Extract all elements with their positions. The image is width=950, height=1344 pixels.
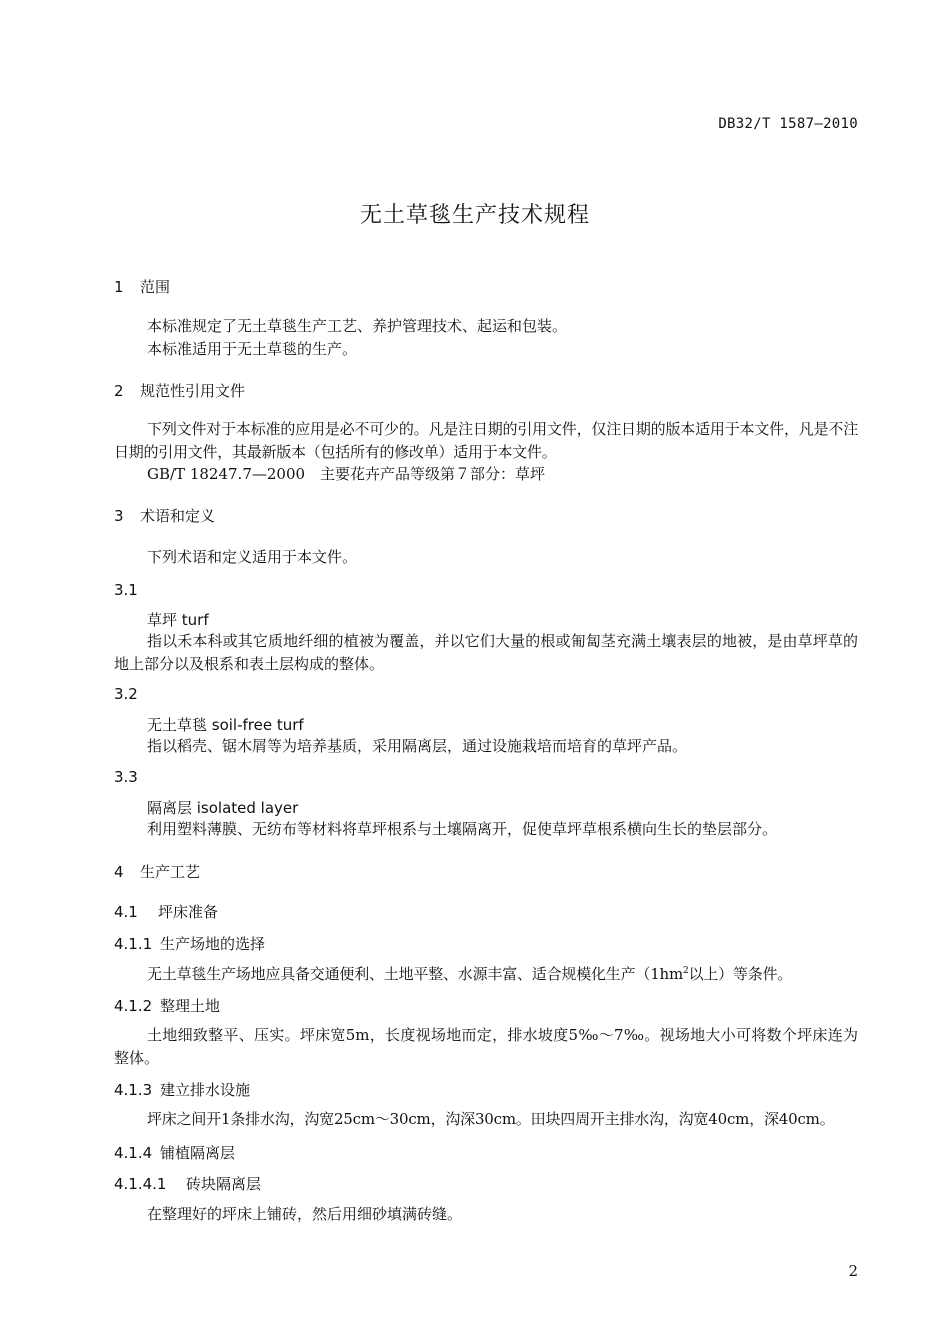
section-2-heading bbox=[114, 380, 245, 401]
term-number: 3.2 bbox=[114, 685, 138, 703]
section-4-1-2-heading bbox=[114, 995, 220, 1016]
section-number: 4.1.4 bbox=[114, 1144, 153, 1162]
term-definition: 指以稻壳、锯木屑等为培养基质，采用隔离层，通过设施栽培而培育的草坪产品。 bbox=[147, 737, 688, 755]
paragraph-text: 以上）等条件。 bbox=[688, 965, 793, 983]
term-name: 隔离层 isolated layer bbox=[147, 799, 299, 817]
section-title: 建立排水设施 bbox=[160, 1081, 251, 1099]
standard-code: DB32/T 1587—2010 bbox=[718, 116, 858, 132]
section-number: 4 bbox=[114, 863, 124, 881]
section-4-1-1-heading bbox=[114, 933, 265, 954]
section-4-1-3-heading bbox=[114, 1079, 250, 1100]
term-number: 3.3 bbox=[114, 768, 138, 786]
paragraph: 土地细致整平、压实。坪床宽5m，长度视场地而定，排水坡度5‰～7‰。视场地大小可将数个坪床连为整体。 bbox=[114, 1026, 858, 1067]
paragraph-text: 无土草毯生产场地应具备交通便利、土地平整、水源丰富、适合规模化生产（1hm bbox=[147, 965, 684, 983]
term-number: 3.1 bbox=[114, 581, 138, 599]
section-title: 铺植隔离层 bbox=[160, 1144, 236, 1162]
superscript: 2 bbox=[683, 966, 689, 976]
term-definition: 指以禾本科或其它质地纤细的植被为覆盖，并以它们大量的根或匍匐茎充满土壤表层的地被，是由草坪草的地上部分以及根系和表土层构成的整体。 bbox=[114, 632, 858, 673]
document-title: 无土草毯生产技术规程 bbox=[359, 203, 590, 228]
paragraph: 下列文件对于本标准的应用是必不可少的。凡是注日期的引用文件，仅注日期的版本适用于本文件，凡是不注日期的引用文件，其最新版本（包括所有的修改单）适用于本文件。 bbox=[114, 420, 858, 461]
section-number: 4.1.3 bbox=[114, 1081, 153, 1099]
term-definition: 利用塑料薄膜、无纺布等材料将草坪根系与土壤隔离开，促使草坪草根系横向生长的垫层部分。 bbox=[147, 820, 778, 838]
paragraph bbox=[114, 963, 858, 986]
normative-reference: GB/T 18247.7—2000 主要花卉产品等级第７部分：草坪 bbox=[147, 465, 546, 483]
section-title: 砖块隔离层 bbox=[186, 1175, 262, 1193]
section-3-heading bbox=[114, 505, 215, 526]
paragraph: 本标准规定了无土草毯生产工艺、养护管理技术、起运和包装。 bbox=[147, 317, 568, 335]
section-number: 4.1 bbox=[114, 903, 138, 921]
section-number: 4.1.2 bbox=[114, 997, 153, 1015]
section-4-heading bbox=[114, 861, 200, 882]
paragraph: 在整理好的坪床上铺砖，然后用细砂填满砖缝。 bbox=[147, 1205, 463, 1223]
section-title: 坪床准备 bbox=[158, 903, 219, 921]
section-number: 4.1.1 bbox=[114, 935, 153, 953]
section-4-1-4-heading bbox=[114, 1142, 235, 1163]
section-title: 术语和定义 bbox=[140, 507, 216, 525]
section-title: 生产场地的选择 bbox=[160, 935, 266, 953]
paragraph: 本标准适用于无土草毯的生产。 bbox=[147, 340, 358, 358]
section-number: 1 bbox=[114, 278, 124, 296]
section-number: 4.1.4.1 bbox=[114, 1175, 167, 1193]
term-name: 无土草毯 soil-free turf bbox=[147, 716, 304, 734]
paragraph: 坪床之间开1条排水沟，沟宽25cm～30cm，沟深30cm。田块四周开主排水沟，沟宽40cm，深40cm。 bbox=[147, 1110, 835, 1128]
section-4-1-4-1-heading bbox=[114, 1173, 261, 1194]
section-4-1-heading bbox=[114, 901, 218, 922]
section-title: 生产工艺 bbox=[140, 863, 201, 881]
section-title: 范围 bbox=[140, 278, 171, 296]
term-name: 草坪 turf bbox=[147, 611, 209, 629]
section-1-heading bbox=[114, 276, 170, 297]
section-number: 3 bbox=[114, 507, 124, 525]
section-number: 2 bbox=[114, 382, 124, 400]
section-title: 规范性引用文件 bbox=[140, 382, 246, 400]
section-title: 整理土地 bbox=[160, 997, 221, 1015]
paragraph: 下列术语和定义适用于本文件。 bbox=[147, 548, 358, 566]
page-number: 2 bbox=[848, 1262, 858, 1280]
